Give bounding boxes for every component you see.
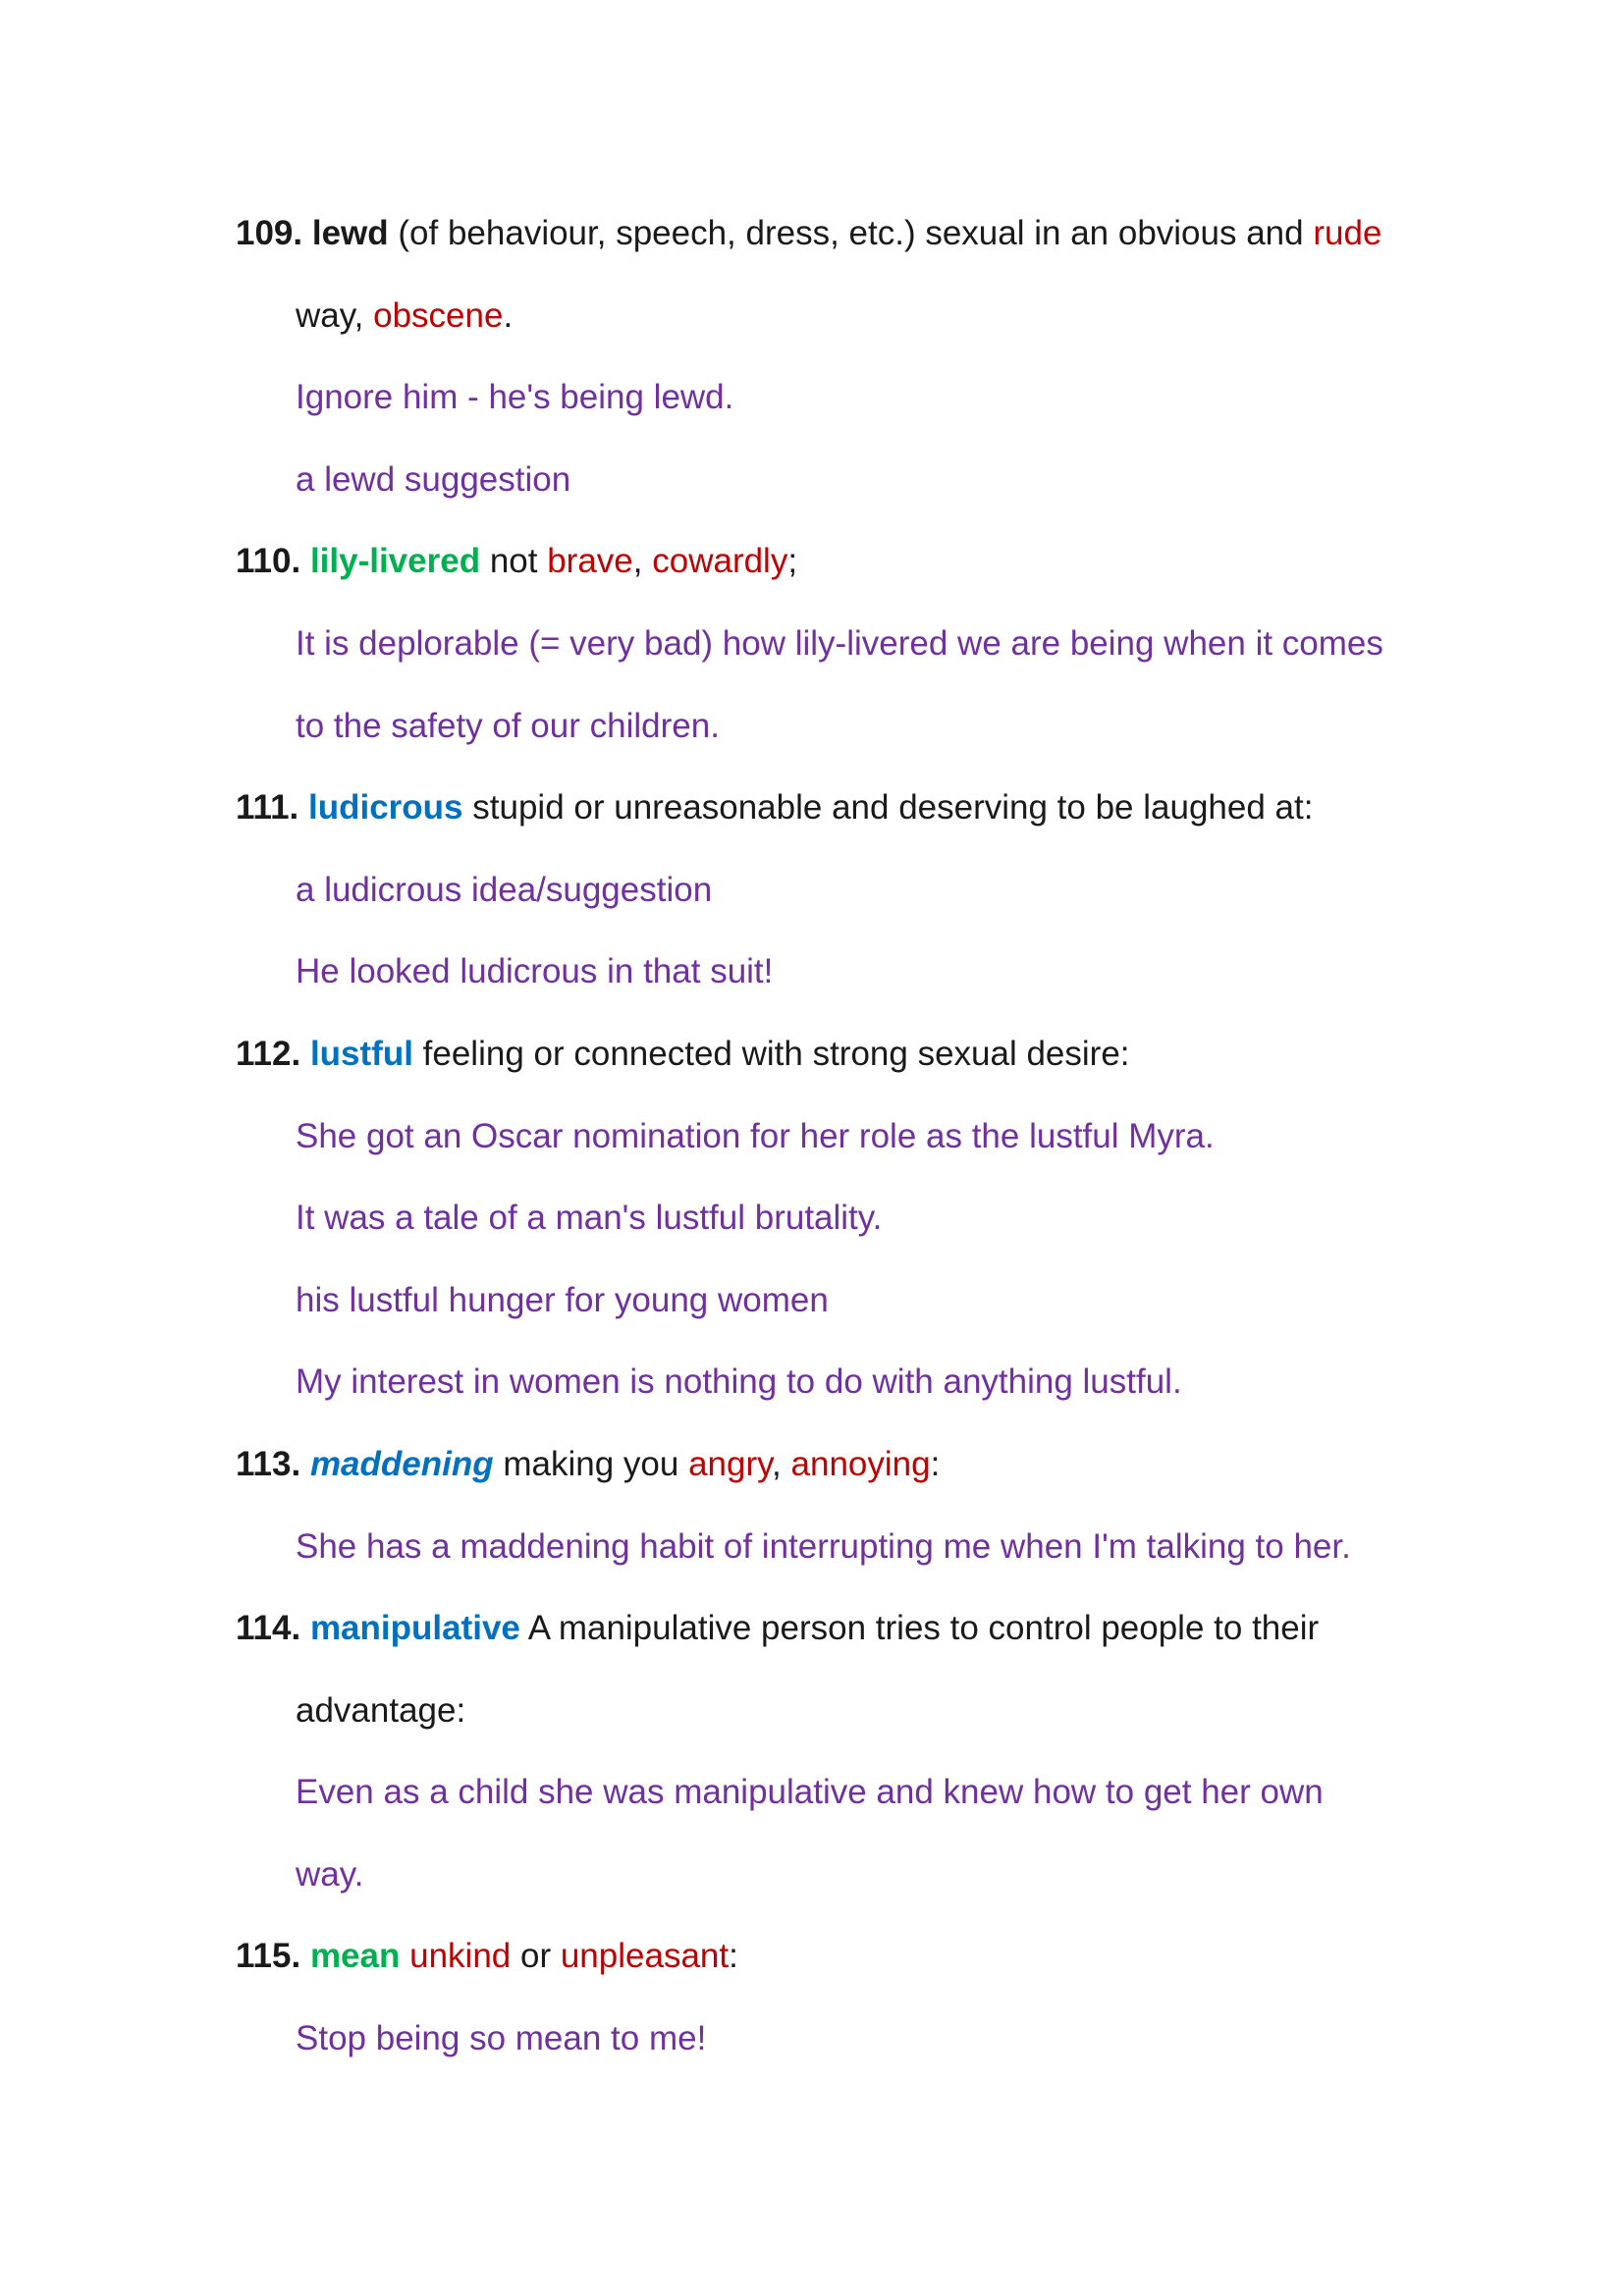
vocabulary-list bbox=[236, 192, 1473, 2080]
entry-114 bbox=[236, 1587, 1473, 1670]
synonym: annoying bbox=[790, 1444, 931, 1483]
synonym: unkind bbox=[409, 1937, 512, 1976]
entry-112 bbox=[236, 1013, 1473, 1095]
entry-115 bbox=[236, 1915, 1473, 1998]
headword: maddening bbox=[309, 1444, 494, 1483]
definition: making you bbox=[503, 1444, 679, 1483]
definition-continuation: advantage: bbox=[296, 1690, 466, 1730]
example-sentence: Ignore him - he's being lewd. bbox=[296, 378, 734, 417]
example-sentence: a ludicrous idea/suggestion bbox=[296, 870, 713, 909]
headword: ludicrous bbox=[308, 788, 463, 828]
entry-number: 110. bbox=[236, 542, 301, 581]
entry-number: 115. bbox=[236, 1937, 301, 1976]
example-sentence: It was a tale of a man's lustful brutality. bbox=[296, 1199, 883, 1238]
synonym: cowardly bbox=[652, 542, 788, 581]
example-sentence: to the safety of our children. bbox=[296, 706, 720, 745]
entry-113 bbox=[236, 1423, 1473, 1506]
example-sentence: It is deplorable (= very bad) how lily-livered we are being when it comes bbox=[296, 623, 1383, 663]
punctuation: : bbox=[930, 1444, 941, 1483]
entry-number: 112. bbox=[236, 1034, 301, 1073]
definition: feeling or connected with strong sexual desire: bbox=[422, 1034, 1130, 1073]
example-sentence: She got an Oscar nomination for her role as the lustful Myra. bbox=[296, 1116, 1215, 1155]
example-sentence: Stop being so mean to me! bbox=[296, 2019, 707, 2058]
example-sentence: way. bbox=[296, 1854, 364, 1894]
punctuation: , bbox=[772, 1444, 782, 1483]
entry-number: 113. bbox=[236, 1444, 301, 1483]
synonym: rude bbox=[1313, 214, 1382, 252]
definition: way, bbox=[296, 295, 364, 335]
synonym: angry bbox=[688, 1444, 773, 1483]
example-sentence: his lustful hunger for young women bbox=[296, 1280, 829, 1319]
example-sentence: He looked ludicrous in that suit! bbox=[296, 952, 774, 991]
punctuation: : bbox=[729, 1937, 738, 1976]
definition-continuation bbox=[236, 275, 1473, 357]
entry-109 bbox=[236, 192, 1473, 275]
entry-111 bbox=[236, 767, 1473, 849]
example-sentence: Even as a child she was manipulative and knew how to get her own bbox=[296, 1773, 1324, 1812]
synonym: unpleasant bbox=[560, 1937, 730, 1976]
definition: or bbox=[519, 1937, 552, 1976]
entry-number: 114. bbox=[236, 1609, 301, 1648]
entry-number: 109. bbox=[236, 214, 303, 252]
punctuation: , bbox=[632, 542, 643, 581]
definition: (of behaviour, speech, dress, etc.) sexual in an obvious and bbox=[398, 214, 1304, 252]
headword: manipulative bbox=[309, 1609, 520, 1648]
example-sentence: a lewd suggestion bbox=[296, 459, 571, 499]
entry-110 bbox=[236, 520, 1473, 603]
definition: not bbox=[489, 542, 538, 581]
headword: lewd bbox=[311, 214, 389, 252]
synonym: brave bbox=[547, 542, 633, 581]
punctuation: . bbox=[503, 295, 514, 335]
definition: A manipulative person tries to control people to their bbox=[527, 1609, 1320, 1648]
example-sentence: She has a maddening habit of interrupting me when I'm talking to her. bbox=[296, 1526, 1351, 1566]
headword: lily-livered bbox=[309, 542, 481, 581]
entry-number: 111. bbox=[236, 788, 299, 828]
headword: lustful bbox=[309, 1034, 413, 1073]
example-sentence: My interest in women is nothing to do with anything lustful. bbox=[296, 1362, 1182, 1402]
headword: mean bbox=[309, 1937, 401, 1976]
synonym: obscene bbox=[373, 295, 504, 335]
definition: stupid or unreasonable and deserving to be laughed at: bbox=[472, 788, 1314, 828]
punctuation: ; bbox=[787, 542, 798, 581]
